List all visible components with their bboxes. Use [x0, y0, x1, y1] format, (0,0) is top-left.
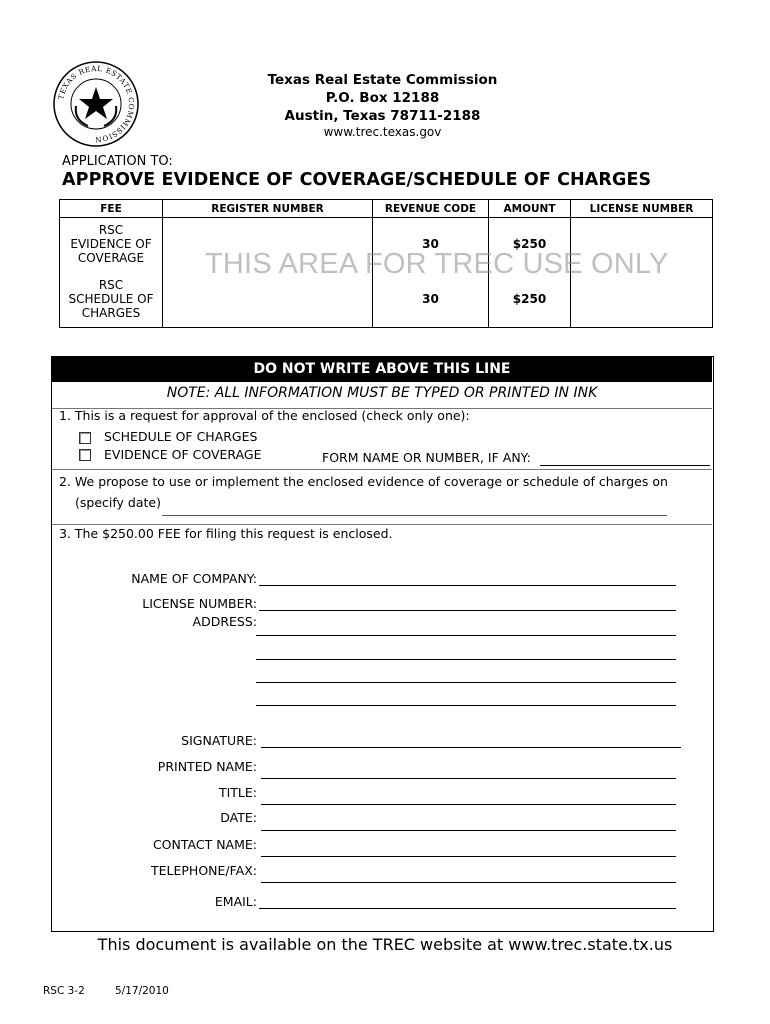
- schedule-of-charges-checkbox[interactable]: [79, 432, 91, 444]
- fee-cell: [60, 218, 163, 271]
- col-license-number: LICENSE NUMBER: [571, 200, 713, 218]
- page-title: APPROVE EVIDENCE OF COVERAGE/SCHEDULE OF CHARGES: [62, 170, 652, 190]
- title-label: TITLE:: [218, 785, 257, 800]
- po-box: P.O. Box 12188: [325, 90, 440, 106]
- item2-specify-date: (specify date): [75, 495, 161, 510]
- form-date: 5/17/2010: [115, 985, 169, 997]
- telephone-fax-label: TELEPHONE/FAX:: [151, 863, 257, 878]
- fee-line: SCHEDULE OF: [68, 291, 154, 306]
- address-line-3[interactable]: [256, 682, 676, 683]
- item1-text: 1. This is a request for approval of the enclosed (check only one):: [59, 408, 470, 423]
- divider: [52, 524, 712, 525]
- do-not-write-banner: DO NOT WRITE ABOVE THIS LINE: [52, 357, 712, 382]
- city-address: Austin, Texas 78711-2188: [284, 108, 481, 124]
- revenue-code-cell: 30: [373, 270, 489, 328]
- fee-line: COVERAGE: [77, 251, 145, 265]
- item3-text: 3. The $250.00 FEE for filing this request is enclosed.: [59, 526, 393, 541]
- telephone-fax-input[interactable]: [261, 882, 676, 883]
- license-input[interactable]: [259, 610, 676, 611]
- header-url: www.trec.texas.gov: [323, 125, 442, 139]
- signature-label: SIGNATURE:: [181, 733, 257, 748]
- date-input[interactable]: [261, 830, 676, 831]
- contact-name-label: CONTACT NAME:: [152, 837, 257, 852]
- form-name-label: FORM NAME OR NUMBER, IF ANY:: [322, 450, 531, 465]
- email-input[interactable]: [259, 908, 676, 909]
- col-fee: FEE: [60, 200, 163, 218]
- email-label: EMAIL:: [214, 894, 257, 909]
- form-id: RSC 3-2: [43, 985, 85, 997]
- fee-line: RSC: [98, 277, 124, 292]
- address-line-1[interactable]: [256, 635, 676, 636]
- address-label: ADDRESS:: [192, 614, 257, 629]
- printed-name-input[interactable]: [261, 778, 676, 779]
- signature-input[interactable]: [261, 747, 681, 748]
- col-revenue-code: REVENUE CODE: [373, 200, 489, 218]
- fee-line: RSC: [98, 223, 124, 237]
- contact-name-input[interactable]: [261, 856, 676, 857]
- application-to: APPLICATION TO:: [62, 154, 173, 169]
- printed-name-label: PRINTED NAME:: [157, 759, 257, 774]
- item2-text: 2. We propose to use or implement the enclosed evidence of coverage or schedule of charges on: [59, 474, 668, 489]
- title-input[interactable]: [261, 804, 676, 805]
- specify-date-input[interactable]: [162, 515, 667, 516]
- form-name-input[interactable]: [540, 465, 710, 466]
- divider: [52, 469, 712, 470]
- address-line-4[interactable]: [256, 705, 676, 706]
- amount-cell: $250: [489, 270, 571, 328]
- org-name: Texas Real Estate Commission: [267, 72, 498, 88]
- fee-cell: [60, 270, 163, 328]
- col-amount: AMOUNT: [489, 200, 571, 218]
- fee-table-header: [60, 200, 713, 218]
- company-label: NAME OF COMPANY:: [131, 571, 257, 586]
- trec-seal-logo: [52, 60, 140, 148]
- col-register-number: REGISTER NUMBER: [163, 200, 373, 218]
- svg-text:TEXAS REAL ESTATE COMMISSION: TEXAS REAL ESTATE COMMISSION: [56, 63, 137, 145]
- fee-line: CHARGES: [81, 305, 141, 320]
- ink-note: NOTE: ALL INFORMATION MUST BE TYPED OR PRINTED IN INK: [166, 385, 598, 401]
- evidence-of-coverage-checkbox[interactable]: [79, 449, 91, 461]
- license-label: LICENSE NUMBER:: [142, 596, 257, 611]
- address-line-2[interactable]: [256, 659, 676, 660]
- date-label: DATE:: [220, 810, 257, 825]
- website-availability-note: This document is available on the TREC website at www.trec.state.tx.us: [97, 935, 673, 954]
- schedule-of-charges-label: SCHEDULE OF CHARGES: [104, 429, 258, 444]
- amount-cell: $250: [489, 218, 571, 271]
- company-input[interactable]: [259, 585, 676, 586]
- fee-line: EVIDENCE OF: [70, 237, 152, 251]
- trec-use-watermark: THIS AREA FOR TREC USE ONLY: [205, 248, 669, 280]
- evidence-of-coverage-label: EVIDENCE OF COVERAGE: [104, 447, 262, 462]
- revenue-code-cell: 30: [373, 218, 489, 271]
